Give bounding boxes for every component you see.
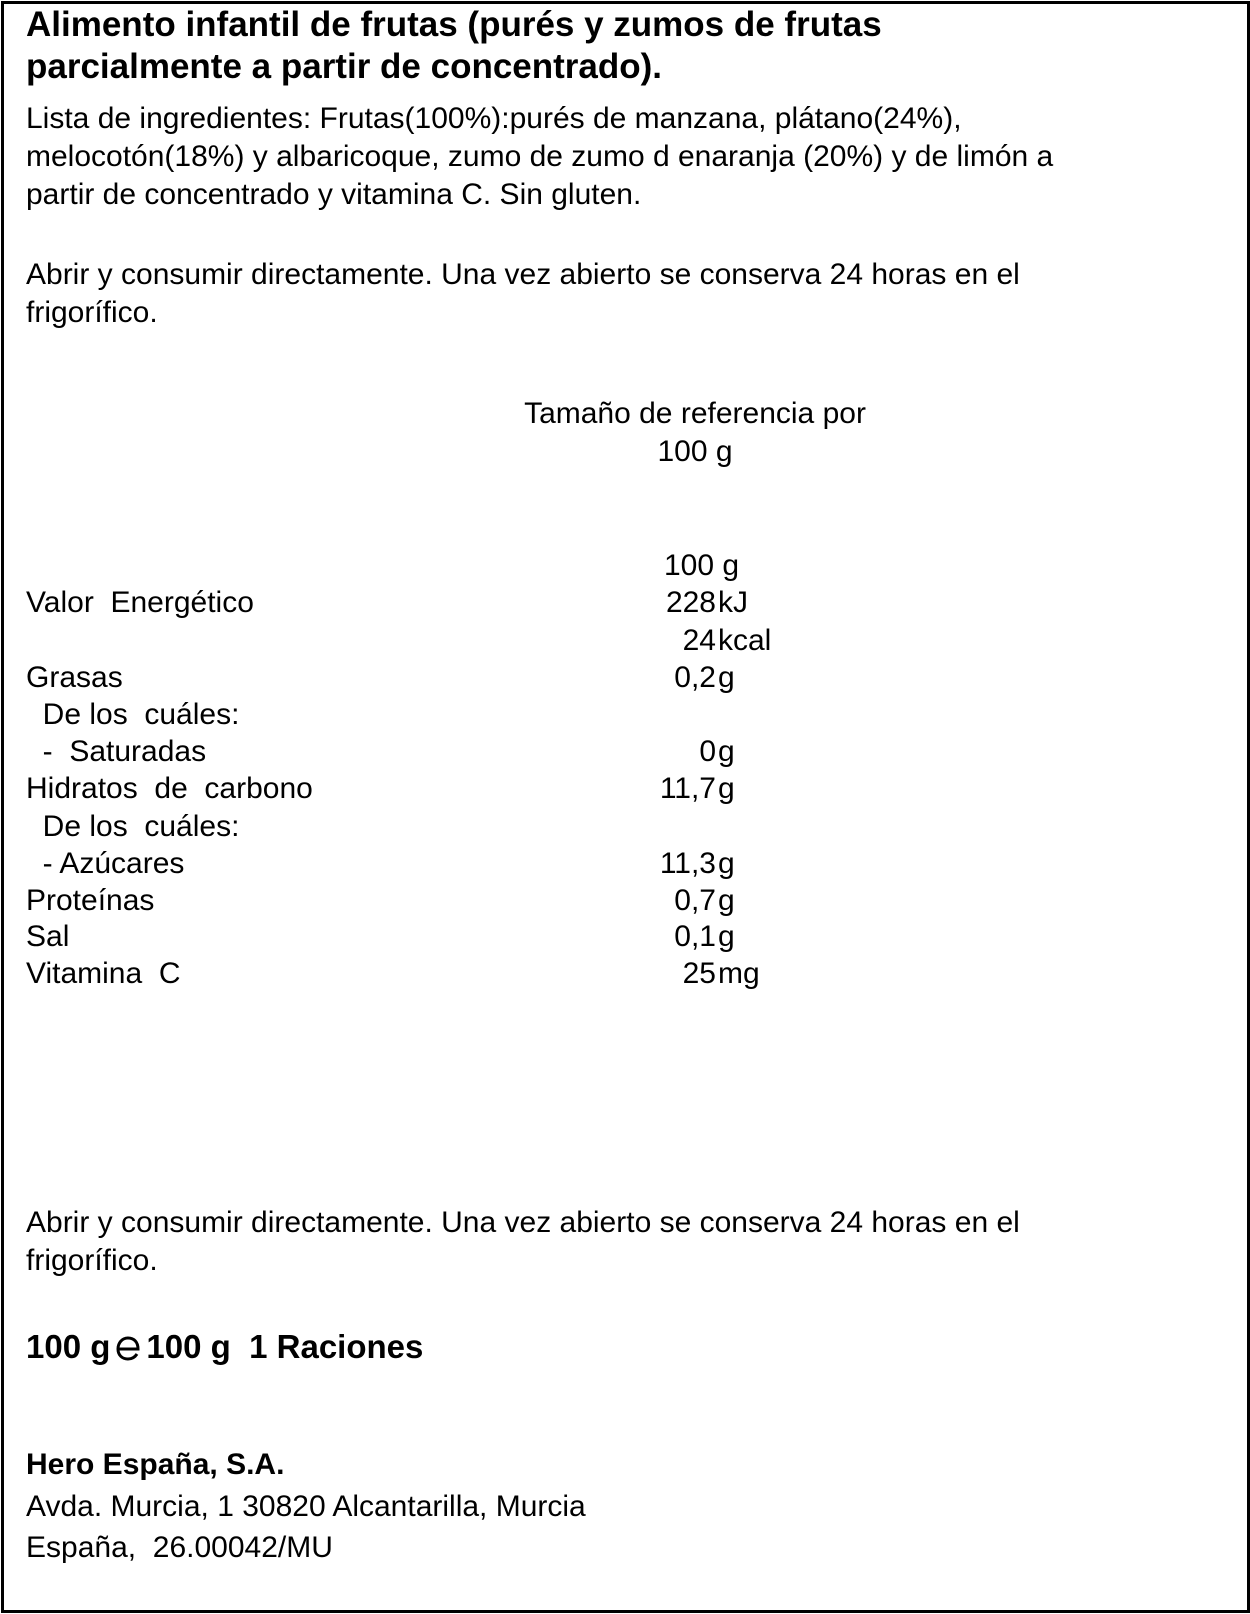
company-address: Avda. Murcia, 1 30820 Alcantarilla, Murcia xyxy=(26,1490,586,1523)
nutrition-label-energy: Valor Energético xyxy=(26,586,254,619)
serving-size: 100 g xyxy=(146,1328,231,1365)
net-quantity: 100 g xyxy=(26,1328,111,1365)
estimated-sign-icon xyxy=(114,1334,142,1362)
nutrition-label-vitamin-c: Vitamina C xyxy=(26,957,181,990)
storage-instructions-top-line2: frigorífico. xyxy=(26,296,158,329)
nutrition-value-protein: 0,7 xyxy=(674,884,716,917)
company-country-registration: España, 26.00042/MU xyxy=(26,1531,333,1564)
nutrition-value-energy-kcal: 24 xyxy=(682,624,716,657)
nutrition-unit-fat: g xyxy=(718,661,735,694)
nutrition-unit-carbohydrates: g xyxy=(718,772,735,805)
nutrition-value-saturated: 0 xyxy=(699,735,716,768)
nutrition-label-fat: Grasas xyxy=(26,661,123,694)
storage-instructions-top-line1: Abrir y consumir directamente. Una vez abierto se conserva 24 horas en el xyxy=(26,258,1020,291)
company-name: Hero España, S.A. xyxy=(26,1448,285,1481)
nutrition-unit-salt: g xyxy=(718,920,735,953)
nutrition-label-of-which-carbs: De los cuáles: xyxy=(26,810,240,843)
storage-instructions-bottom-line2: frigorífico. xyxy=(26,1244,158,1277)
nutrition-unit-vitamin-c: mg xyxy=(718,957,760,990)
net-quantity-line xyxy=(26,1327,423,1367)
ingredients-line2: melocotón(18%) y albaricoque, zumo de zumo d enaranja (20%) y de limón a xyxy=(26,140,1054,173)
nutrition-value-fat: 0,2 xyxy=(674,661,716,694)
nutrition-label-sugars: - Azúcares xyxy=(26,847,185,880)
nutrition-value-carbohydrates: 11,7 xyxy=(659,772,716,805)
nutrition-unit-sugars: g xyxy=(718,847,735,880)
nutrition-label-salt: Sal xyxy=(26,920,70,953)
nutrition-value-salt: 0,1 xyxy=(674,920,716,953)
reference-size-line2: 100 g xyxy=(657,435,733,468)
nutrition-label-of-which-fat: De los cuáles: xyxy=(26,698,240,731)
reference-size-line1: Tamaño de referencia por xyxy=(524,397,866,430)
nutrition-unit-saturated: g xyxy=(718,735,735,768)
nutrition-label-saturated: - Saturadas xyxy=(26,735,207,768)
nutrition-label-carbohydrates: Hidratos de carbono xyxy=(26,772,313,805)
ingredients-line3: partir de concentrado y vitamina C. Sin gluten. xyxy=(26,178,642,211)
portions-count: 1 Raciones xyxy=(249,1328,424,1365)
nutrition-label-protein: Proteínas xyxy=(26,884,155,917)
nutrition-unit-protein: g xyxy=(718,884,735,917)
nutrition-value-energy-kj: 228 xyxy=(665,586,716,619)
nutrition-value-sugars: 11,3 xyxy=(659,847,716,880)
nutrition-value-vitamin-c: 25 xyxy=(682,957,716,990)
nutrition-unit-kj: kJ xyxy=(718,586,748,619)
ingredients-line1: Lista de ingredientes: Frutas(100%):purés de manzana, plátano(24%), xyxy=(26,102,962,135)
storage-instructions-bottom-line1: Abrir y consumir directamente. Una vez abierto se conserva 24 horas en el xyxy=(26,1206,1020,1239)
product-title-line2: parcialmente a partir de concentrado). xyxy=(26,47,663,86)
nutrition-column-header: 100 g xyxy=(664,549,740,582)
product-title-line1: Alimento infantil de frutas (purés y zumos de frutas xyxy=(26,5,882,44)
nutrition-unit-kcal: kcal xyxy=(718,624,772,657)
